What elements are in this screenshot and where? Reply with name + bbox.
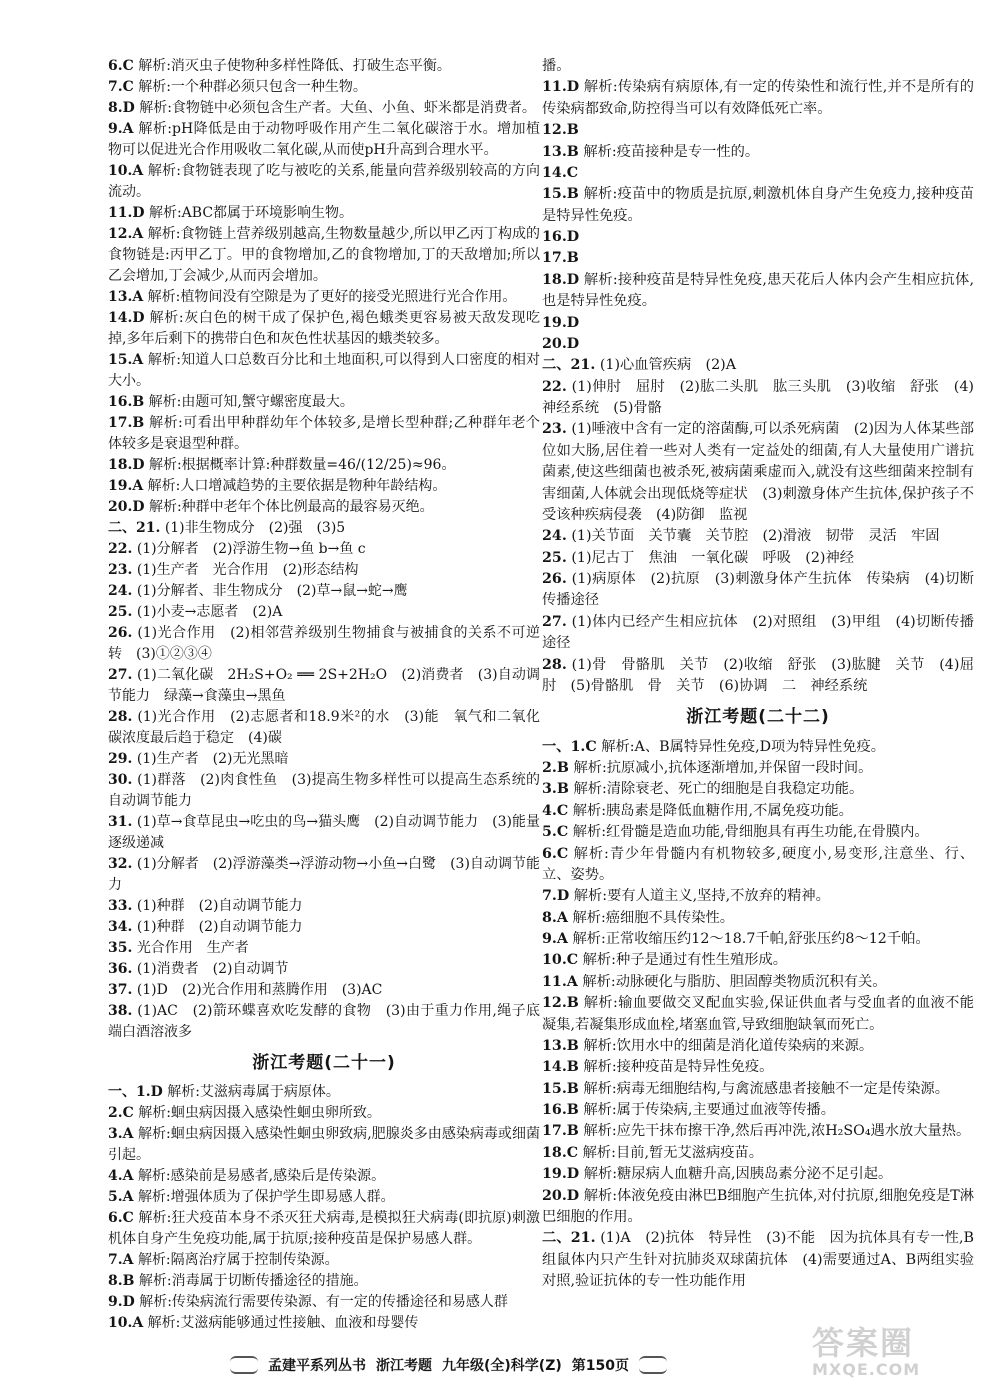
section-heading: 浙江考题(二十二) xyxy=(686,707,830,728)
answer-item xyxy=(542,526,974,547)
answer-text: (1)病原体 (2)抗原 (3)刺激身体产生抗体 传染病 (4)切断传播途径 xyxy=(542,571,974,609)
answer-number: 31. xyxy=(108,814,133,830)
answer-text: 解析:接种疫苗是特异性免疫。 xyxy=(583,1059,774,1076)
answer-item xyxy=(108,350,540,392)
answer-number: 10.A xyxy=(108,163,144,179)
answer-text: (1)光合作用 (2)志愿者和18.9米²的水 (3)能 氧气和二氧化碳浓度最后趋于稳定 (4)碳 xyxy=(108,709,540,746)
watermark-logo xyxy=(812,1326,982,1386)
answer-number: 11.A xyxy=(542,973,578,990)
answer-item xyxy=(108,539,540,560)
answer-text: 解析:食物链表现了吃与被吃的关系,能量向营养级别较高的方向流动。 xyxy=(108,163,541,200)
answer-item xyxy=(108,1187,540,1208)
answer-number: 11.D xyxy=(542,79,580,96)
footer-series: 孟建平系列丛书 xyxy=(268,1358,366,1374)
answer-number: 30. xyxy=(108,772,133,788)
answer-text: 解析:癌细胞不具传染性。 xyxy=(572,909,735,926)
answer-number: 二、21. xyxy=(542,357,596,374)
answer-item xyxy=(542,355,974,376)
answer-number: 10.A xyxy=(108,1315,144,1331)
answer-number: 7.A xyxy=(108,1252,134,1268)
answer-item xyxy=(542,313,974,334)
answer-text: 解析:艾滋病毒属于病原体。 xyxy=(167,1084,340,1100)
answer-text: 解析:根据概率计算:种群数量=46/(12/25)≈96。 xyxy=(148,457,456,473)
answer-text: (1)群落 (2)肉食性鱼 (3)提高生物多样性可以提高生态系统的自动调节能力 xyxy=(108,772,541,809)
answer-number: 14.B xyxy=(542,1059,579,1076)
answer-text: 解析:红骨髓是造血功能,骨细胞具有再生功能,在骨膜内。 xyxy=(572,824,929,841)
answer-text: (1)AC (2)箭环蝶喜欢吃发酵的食物 (3)由于重力作用,绳子底端白酒溶液多 xyxy=(108,1003,541,1040)
answer-number: 10.C xyxy=(542,952,579,969)
answer-number: 16.D xyxy=(542,229,580,245)
answer-text: (1)生产者 (2)无光黑暗 xyxy=(136,751,289,767)
answer-item xyxy=(542,334,974,355)
answer-item xyxy=(542,1164,974,1185)
answer-number: 3.A xyxy=(108,1126,134,1142)
answer-text: 解析:传染病有病原体,有一定的传染性和流行性,并不是所有的传染病都致命,防控得当可以有效降低死亡率。 xyxy=(542,79,975,117)
answer-number: 25. xyxy=(108,604,133,620)
page-footer xyxy=(230,1352,790,1378)
answer-number: 24. xyxy=(542,528,567,545)
answer-item xyxy=(542,844,974,887)
answer-number: 3.B xyxy=(542,781,569,798)
answer-number: 一、1.C xyxy=(542,738,597,755)
answer-item xyxy=(542,419,974,526)
answer-text: (1)光合作用 (2)相邻营养级别生物捕食与被捕食的关系不可逆转 (3)①②③④ xyxy=(108,625,540,662)
answer-text: 解析:要有人道主义,坚持,不放弃的精神。 xyxy=(573,888,830,905)
answer-item xyxy=(542,270,974,313)
answer-item xyxy=(108,896,540,917)
answer-item xyxy=(542,1036,974,1057)
left-column xyxy=(108,56,540,1334)
answer-item xyxy=(542,950,974,971)
answer-item xyxy=(108,854,540,896)
watermark-text: 答案圈 xyxy=(812,1324,915,1362)
answer-text: (1)小麦→志愿者 (2)A xyxy=(136,604,283,620)
answer-text: 解析:知道人口总数百分比和土地面积,可以得到人口密度的相对大小。 xyxy=(108,352,541,389)
answer-number: 22. xyxy=(542,378,567,395)
answer-number: 5.C xyxy=(542,824,569,841)
answer-number: 18.C xyxy=(542,1144,579,1161)
answer-number: 6.C xyxy=(108,1210,134,1226)
answer-number: 25. xyxy=(542,549,567,566)
answer-number: 26. xyxy=(108,625,133,641)
answer-item xyxy=(542,612,974,655)
answer-text: (1)分解者 (2)浮游藻类→浮游动物→小鱼→白鹭 (3)自动调节能力 xyxy=(108,856,540,893)
answer-number: 28. xyxy=(108,709,133,725)
answer-item xyxy=(108,392,540,413)
answer-text: 解析:属于传染病,主要通过血液等传播。 xyxy=(583,1102,835,1118)
answer-item xyxy=(542,1228,974,1292)
answer-text: (1)生产者 光合作用 (2)形态结构 xyxy=(136,562,359,578)
answer-item xyxy=(108,413,540,455)
answer-item xyxy=(108,119,540,161)
answer-item xyxy=(108,1313,540,1334)
answer-item xyxy=(108,497,540,518)
answer-text: (1)种群 (2)自动调节能力 xyxy=(136,919,303,935)
answer-item xyxy=(542,120,974,141)
answer-item xyxy=(108,1001,540,1043)
answer-number: 9.D xyxy=(108,1294,135,1310)
answer-text: 解析:胰岛素是降低血糖作用,不属免疫功能。 xyxy=(572,802,853,819)
answer-text: 解析:抗原减小,抗体逐渐增加,并保留一段时间。 xyxy=(573,760,873,776)
answer-item xyxy=(542,227,974,248)
answer-item xyxy=(542,184,974,227)
answer-text: 解析:食物链上营养级别越高,生物数量越少,所以甲乙丙丁构成的食物链是:丙甲乙丁。甲的食物增加,乙的食物增加,丁的天敌增加;所以乙会增加,丁会减少,从而丙会增加。 xyxy=(108,226,540,284)
answer-text: 解析:种子是通过有性生殖形成。 xyxy=(582,952,787,969)
answer-item xyxy=(108,980,540,1001)
answer-number: 二、21. xyxy=(108,520,161,536)
answer-text: 解析:增强体质为了保护学生即易感人群。 xyxy=(137,1189,395,1205)
answer-item xyxy=(108,161,540,203)
answer-text: 解析:感染前是易感者,感染后是传染源。 xyxy=(137,1168,386,1184)
answer-text: 解析:传染病流行需要传染源、有一定的传播途径和易感人群 xyxy=(139,1294,508,1310)
answer-text: 解析:蛔虫病因摄入感染性蛔虫卵致病,肥腺炎多由感染病毒或细菌引起。 xyxy=(108,1126,540,1163)
answer-text: 解析:艾滋病能够通过性接触、血液和母婴传 xyxy=(147,1315,419,1331)
answer-text: 光合作用 生产者 xyxy=(136,940,249,956)
answer-text: 解析:输血要做交叉配血实验,保证供血者与受血者的血液不能凝集,若凝集形成血栓,堵塞血管,导致细胞缺氧而死亡。 xyxy=(542,995,974,1033)
answer-item xyxy=(542,548,974,569)
answer-text: 解析:饮用水中的细菌是消化道传染病的来源。 xyxy=(583,1037,874,1054)
answer-number: 11.D xyxy=(108,205,145,221)
answer-text: 解析:病毒无细胞结构,与禽流感患者接触不一定是传染源。 xyxy=(583,1080,949,1097)
answer-text: 解析:狂犬疫苗本身不杀灭狂犬病毒,是模拟狂犬病毒(即抗原)刺激机体自身产生免疫功能,属于抗原;接种疫苗是保护易感人群。 xyxy=(108,1210,541,1247)
answer-number: 17.B xyxy=(542,250,579,267)
answer-number: 33. xyxy=(108,898,133,914)
answer-text: 解析:ABC都属于环境影响生物。 xyxy=(148,205,354,221)
answer-text: 解析:体液免疫由淋巴B细胞产生抗体,对付抗原,细胞免疫是T淋巴细胞的作用。 xyxy=(542,1187,975,1225)
answer-item xyxy=(108,581,540,602)
answer-number: 8.A xyxy=(542,909,568,926)
answer-number: 19.D xyxy=(542,314,580,331)
answer-item xyxy=(108,707,540,749)
answer-number: 6.C xyxy=(108,58,134,74)
answer-number: 2.C xyxy=(108,1105,134,1121)
answer-item xyxy=(108,1292,540,1313)
answer-number: 12.A xyxy=(108,226,144,242)
answer-item xyxy=(108,749,540,770)
answer-item xyxy=(542,569,974,612)
answer-item xyxy=(108,1166,540,1187)
answer-item xyxy=(108,518,540,539)
answer-text: (1)分解者、非生物成分 (2)草→鼠→蛇→鹰 xyxy=(136,583,408,599)
answer-item xyxy=(542,908,974,929)
answer-number: 12.B xyxy=(542,995,579,1012)
answer-item xyxy=(108,1208,540,1250)
answer-item xyxy=(108,1103,540,1124)
answer-number: 8.B xyxy=(108,1273,135,1289)
answer-item xyxy=(542,758,974,779)
answer-number: 27. xyxy=(542,613,567,630)
answer-number: 4.A xyxy=(108,1168,134,1184)
answer-text: (1)种群 (2)自动调节能力 xyxy=(136,898,303,914)
answer-item xyxy=(542,56,974,77)
answer-text: (1)二氧化碳 2H₂S+O₂ ══ 2S+2H₂O (2)消费者 (3)自动调节能力 绿藻→食藻虫→黑鱼 xyxy=(108,667,540,704)
answer-text: (1)草→食草昆虫→吃虫的鸟→猫头鹰 (2)自动调节能力 (3)能量逐级递减 xyxy=(108,814,540,851)
section-heading: 浙江考题(二十一) xyxy=(252,1053,396,1073)
answer-number: 19.A xyxy=(108,478,144,494)
answer-number: 20.D xyxy=(542,335,580,352)
answer-number: 16.B xyxy=(108,394,145,410)
answer-text: (1)非生物成分 (2)强 (3)5 xyxy=(164,520,346,536)
answer-item xyxy=(108,623,540,665)
answer-item xyxy=(542,655,974,698)
answer-text: 解析:青少年骨髓内有机物较多,硬度小,易变形,注意坐、行、立、姿势。 xyxy=(542,845,974,883)
answer-item xyxy=(542,822,974,843)
answer-number: 6.C xyxy=(542,845,569,862)
answer-text: 解析:目前,暂无艾滋病疫苗。 xyxy=(582,1144,764,1161)
answer-item xyxy=(542,248,974,269)
answer-text: 解析:由题可知,蟹守螺密度最大。 xyxy=(148,394,354,410)
answer-number: 15.B xyxy=(542,186,579,203)
answer-text: 解析:食物链中必须包含生产者。大鱼、小鱼、虾米都是消费者。 xyxy=(139,100,536,116)
answer-number: 14.C xyxy=(542,164,579,181)
answer-number: 13.A xyxy=(108,289,144,305)
answer-text: 解析:消毒属于切断传播途径的措施。 xyxy=(138,1273,368,1289)
answer-item xyxy=(542,886,974,907)
answer-item xyxy=(108,1250,540,1271)
answer-text: 解析:糖尿病人血糖升高,因胰岛素分泌不足引起。 xyxy=(583,1166,893,1183)
answer-number: 15.B xyxy=(542,1080,579,1097)
answer-number: 27. xyxy=(108,667,133,683)
answer-number: 35. xyxy=(108,940,133,956)
answer-item xyxy=(108,476,540,497)
answer-text: 解析:应先干抹布擦干净,然后再冲洗,浓H₂SO₄遇水放大量热。 xyxy=(583,1123,971,1140)
answer-item xyxy=(542,929,974,950)
answer-text: (1)关节面 关节囊 关节腔 (2)滑液 韧带 灵活 牢固 xyxy=(571,528,940,545)
answer-text: (1)唾液中含有一定的溶菌酶,可以杀死病菌 (2)因为人体某些部位如大肠,居住着一些对人类有一定益处的细菌,有人大量使用广谱抗菌素,使这些细菌也被杀死,被病菌乘虚而入,就没有这些细菌来控制有害细菌,人体就会出现低烧等症状 (3)刺激身体产生抗体,保护孩子不受该种疾病侵袭 (4)防御 监视 xyxy=(542,421,975,523)
answer-number: 23. xyxy=(108,562,133,578)
answer-number: 8.D xyxy=(108,100,135,116)
answer-item xyxy=(542,142,974,163)
answer-text: (1)分解者 (2)浮游生物→鱼 b→鱼 c xyxy=(136,541,366,557)
answer-item xyxy=(108,203,540,224)
answer-number: 12.B xyxy=(542,122,579,139)
answer-number: 19.D xyxy=(542,1166,580,1183)
answer-text: (1)体内已经产生相应抗体 (2)对照组 (3)甲组 (4)切断传播途径 xyxy=(542,613,974,652)
answer-item xyxy=(542,1143,974,1164)
answer-text: 解析:灰白色的树干成了保护色,褐色蛾类更容易被天敌发现吃掉,多年后剩下的携带白色和灰色性状基因的蛾类较多。 xyxy=(108,310,540,347)
answer-text: 解析:疫苗接种是专一性的。 xyxy=(583,143,760,160)
answer-number: 13.B xyxy=(542,1037,579,1054)
answer-number: 14.D xyxy=(108,310,145,326)
answer-item xyxy=(108,770,540,812)
answer-number: 37. xyxy=(108,982,133,998)
footer-ornament-right-icon xyxy=(639,1356,667,1374)
answer-item xyxy=(108,1082,540,1103)
answer-number: 20.D xyxy=(542,1187,580,1204)
answer-item xyxy=(542,779,974,800)
answer-number: 17.B xyxy=(108,415,145,431)
answer-item xyxy=(542,1057,974,1078)
answer-item xyxy=(542,993,974,1036)
answer-item xyxy=(542,1079,974,1100)
answer-text: (1)骨 骨骼肌 关节 (2)收缩 舒张 (3)肱腱 关节 (4)屈肘 (5)骨骼肌 骨 关节 (6)协调 二 神经系统 xyxy=(542,656,974,694)
answer-number: 20.D xyxy=(108,499,145,515)
answer-number: 34. xyxy=(108,919,133,935)
answer-item xyxy=(108,938,540,959)
answer-number: 29. xyxy=(108,751,133,767)
answer-text: 解析:人口增减趋势的主要依据是物种年龄结构。 xyxy=(147,478,447,494)
answer-item xyxy=(542,972,974,993)
answer-text: 解析:疫苗中的物质是抗原,刺激机体自身产生免疫力,接种疫苗是特异性免疫。 xyxy=(542,186,974,224)
answer-item xyxy=(108,1124,540,1166)
answer-item xyxy=(108,560,540,581)
answer-text: 解析:一个种群必须只包含一种生物。 xyxy=(138,79,367,95)
answer-item xyxy=(542,163,974,184)
answer-text: (1)伸肘 屈肘 (2)肱二头肌 肱三头肌 (3)收缩 舒张 (4)神经系统 (5)骨骼 xyxy=(542,378,974,416)
answer-item xyxy=(542,1186,974,1229)
answer-text: 解析:隔离治疗属于控制传染源。 xyxy=(137,1252,339,1268)
answer-item xyxy=(542,77,974,120)
answer-text: 解析:动脉硬化与脂肪、胆固醇类物质沉积有关。 xyxy=(582,973,887,990)
answer-number: 18.D xyxy=(108,457,145,473)
answer-number: 23. xyxy=(542,421,567,438)
answer-text: 解析:消灭虫子使物种多样性降低、打破生态平衡。 xyxy=(138,58,451,74)
footer-grade: 九年级(全)科学(Z) xyxy=(442,1358,562,1374)
answer-text: (1)消费者 (2)自动调节 xyxy=(136,961,289,977)
answer-number: 5.A xyxy=(108,1189,134,1205)
answer-item xyxy=(108,56,540,77)
answer-item xyxy=(108,917,540,938)
answer-text: (1)心血管疾病 (2)A xyxy=(599,357,736,374)
answer-text: 解析:pH降低是由于动物呼吸作用产生二氧化碳溶于水。增加植物可以促进光合作用吸收二氧化碳,从而使pH升高到合理水平。 xyxy=(108,121,540,158)
answer-number: 2.B xyxy=(542,760,569,776)
right-column xyxy=(542,56,974,1292)
answer-item xyxy=(108,287,540,308)
answer-number: 16.B xyxy=(542,1102,579,1118)
answer-number: 7.C xyxy=(108,79,134,95)
answer-number: 17.B xyxy=(542,1123,579,1140)
answer-text: 解析:植物间没有空隙是为了更好的接受光照进行光合作用。 xyxy=(147,289,517,305)
answer-item xyxy=(108,77,540,98)
answer-item xyxy=(542,1100,974,1121)
answer-text: 解析:蛔虫病因摄入感染性蛔虫卵所致。 xyxy=(138,1105,381,1121)
answer-number: 一、1.D xyxy=(108,1084,163,1100)
answer-item xyxy=(542,801,974,822)
footer-page: 第150页 xyxy=(571,1358,629,1374)
answer-item xyxy=(108,959,540,980)
answer-item xyxy=(108,224,540,287)
answer-text: 解析:正常收缩压约12～18.7千帕,舒张压约8～12千帕。 xyxy=(572,931,930,947)
answer-number: 13.B xyxy=(542,143,579,160)
answer-text: (1)A (2)抗体 特异性 (3)不能 因为抗体具有专一性,B组鼠体内只产生针对抗肺炎双球菌抗体 (4)需要通过A、B两组实验对照,验证抗体的专一性功能作用 xyxy=(542,1230,974,1289)
answer-item xyxy=(108,602,540,623)
answer-number: 36. xyxy=(108,961,133,977)
answer-item xyxy=(108,812,540,854)
answer-text: 解析:可看出甲种群幼年个体较多,是增长型种群;乙种群年老个体较多是衰退型种群。 xyxy=(108,415,540,452)
answer-text: 解析:清除衰老、死亡的细胞是自我稳定功能。 xyxy=(573,781,864,798)
answer-item xyxy=(108,455,540,476)
answer-number: 15.A xyxy=(108,352,144,368)
answer-number: 4.C xyxy=(542,802,569,819)
answer-text: 播。 xyxy=(542,58,571,74)
answer-item xyxy=(108,308,540,350)
answer-text: (1)D (2)光合作用和蒸腾作用 (3)AC xyxy=(136,982,383,998)
answer-number: 38. xyxy=(108,1003,133,1019)
answer-number: 28. xyxy=(542,656,567,673)
answer-item xyxy=(542,1121,974,1142)
answer-text: 解析:种群中老年个体比例最高的最容易灭绝。 xyxy=(148,499,434,515)
answer-number: 26. xyxy=(542,571,567,587)
answer-number: 32. xyxy=(108,856,133,872)
answer-text: 解析:接种疫苗是特异性免疫,患天花后人体内会产生相应抗体,也是特异性免疫。 xyxy=(542,271,975,310)
answer-number: 二、21. xyxy=(542,1230,596,1247)
answer-item xyxy=(108,98,540,119)
answer-text: 解析:A、B属特异性免疫,D项为特异性免疫。 xyxy=(601,738,886,755)
answer-item xyxy=(108,665,540,707)
answer-text: (1)尼古丁 焦油 一氧化碳 呼吸 (2)神经 xyxy=(571,549,854,566)
answer-number: 9.A xyxy=(542,931,568,947)
answer-number: 7.D xyxy=(542,888,570,905)
answer-item xyxy=(542,377,974,420)
footer-ornament-left-icon xyxy=(230,1356,258,1374)
answer-number: 9.A xyxy=(108,121,134,137)
answer-number: 22. xyxy=(108,541,133,557)
answer-number: 18.D xyxy=(542,271,580,288)
answer-item xyxy=(108,1271,540,1292)
footer-book: 浙江考题 xyxy=(376,1358,432,1374)
answer-number: 24. xyxy=(108,583,133,599)
watermark-url: MXQE.COM xyxy=(812,1360,921,1379)
answer-item xyxy=(542,737,974,758)
